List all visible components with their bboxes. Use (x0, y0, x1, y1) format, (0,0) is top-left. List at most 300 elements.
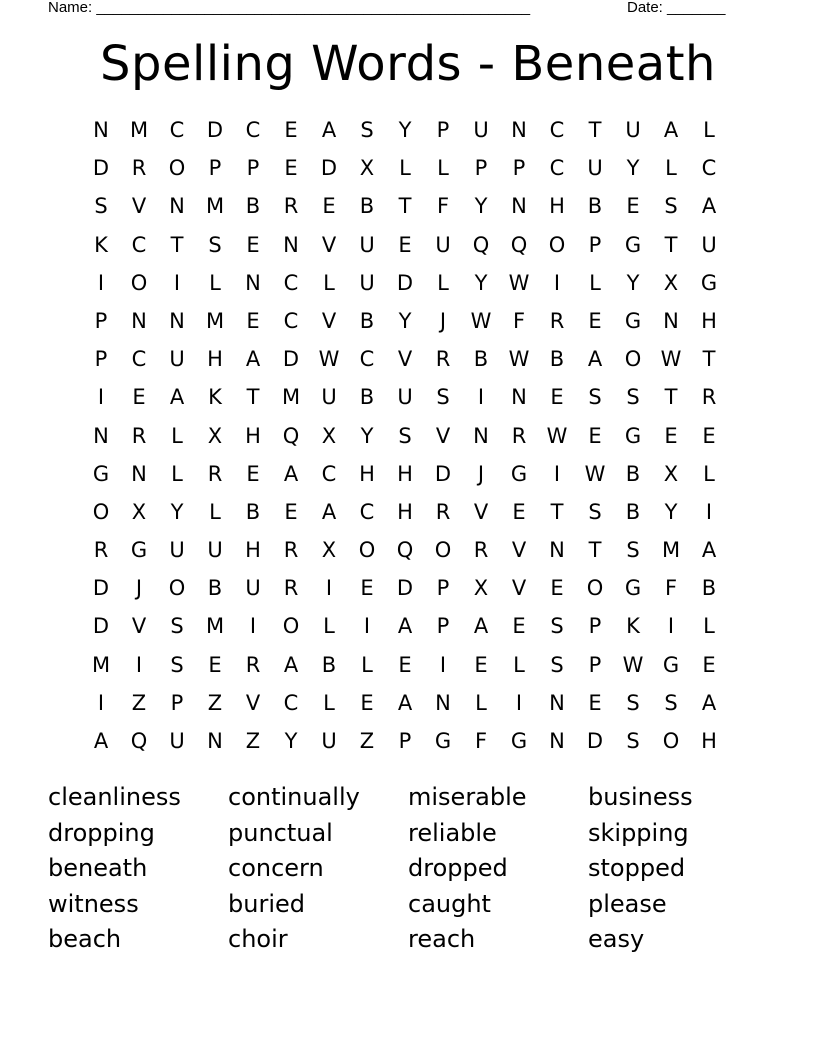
grid-letter: Y (398, 118, 412, 142)
grid-letter: P (436, 614, 450, 639)
grid-letter: V (131, 194, 147, 219)
grid-letter: E (512, 499, 526, 524)
word-list-item: beach (48, 925, 122, 954)
grid-letter: E (246, 232, 260, 257)
grid-letter: T (588, 538, 602, 563)
grid-letter: G (624, 423, 642, 448)
grid-letter: V (131, 614, 147, 639)
grid-letter: D (92, 614, 110, 639)
grid-letter: X (663, 270, 679, 295)
grid-letter: A (169, 385, 185, 410)
grid-letter: N (435, 690, 451, 715)
grid-letter: C (283, 308, 299, 333)
grid-letter: V (511, 576, 527, 601)
grid-letter: Q (396, 538, 414, 563)
grid-letter: D (320, 156, 338, 181)
grid-letter: G (510, 461, 528, 486)
grid-letter: L (437, 156, 449, 181)
grid-letter: U (587, 156, 603, 181)
grid-letter: U (207, 538, 223, 563)
grid-letter: Z (131, 690, 147, 715)
grid-letter: P (588, 614, 602, 639)
grid-letter: L (703, 614, 715, 639)
grid-letter: E (246, 461, 260, 486)
grid-letter: O (662, 729, 680, 753)
grid-letter: P (208, 156, 222, 181)
grid-letter: C (169, 118, 185, 142)
grid-letter: P (512, 156, 526, 181)
grid-letter: E (360, 576, 374, 601)
grid-letter: Y (474, 194, 488, 219)
grid-letter: Y (474, 270, 488, 295)
grid-letter: I (553, 270, 561, 295)
grid-letter: O (130, 270, 148, 295)
grid-letter: D (92, 576, 110, 601)
grid-letter: L (665, 156, 677, 181)
grid-letter: H (397, 461, 413, 486)
grid-letter: N (511, 194, 527, 219)
grid-letter: R (207, 461, 223, 486)
grid-letter: R (93, 538, 109, 563)
grid-letter: R (283, 538, 299, 563)
grid-letter: V (435, 423, 451, 448)
grid-letter: G (92, 461, 110, 486)
grid-letter: W (546, 423, 568, 448)
grid-letter: Y (360, 423, 374, 448)
grid-letter: L (437, 270, 449, 295)
grid-letter: G (662, 652, 680, 677)
grid-letter: S (664, 690, 678, 715)
grid-letter: K (208, 385, 222, 410)
grid-letter: L (399, 156, 411, 181)
grid-letter: C (549, 118, 565, 142)
grid-letter: I (173, 270, 181, 295)
word-list-item: stopped (588, 854, 686, 883)
grid-letter: A (587, 347, 603, 372)
grid-letter: B (587, 194, 603, 219)
grid-letter: H (245, 423, 261, 448)
grid-letter: P (246, 156, 260, 181)
word-list-item: beneath (48, 854, 148, 883)
grid-letter: I (667, 614, 675, 639)
grid-letter: L (513, 652, 525, 677)
word-list-item: cleanliness (48, 783, 181, 811)
grid-letter: U (359, 270, 375, 295)
grid-letter: N (245, 270, 261, 295)
grid-letter: B (625, 461, 641, 486)
grid-letter: W (622, 652, 644, 677)
grid-letter: V (321, 308, 337, 333)
grid-letter: P (436, 118, 450, 142)
grid-letter: U (397, 385, 413, 410)
grid-letter: C (131, 232, 147, 257)
grid-letter: A (701, 690, 717, 715)
grid-letter: U (625, 118, 641, 142)
grid-letter: F (474, 729, 488, 753)
grid-letter: N (283, 232, 299, 257)
grid-letter: A (321, 499, 337, 524)
grid-letter: B (321, 652, 337, 677)
grid-letter: M (281, 385, 301, 410)
grid-letter: P (588, 652, 602, 677)
grid-letter: E (132, 385, 146, 410)
grid-letter: E (398, 232, 412, 257)
grid-letter: U (321, 729, 337, 753)
grid-letter: E (702, 423, 716, 448)
grid-letter: L (171, 461, 183, 486)
grid-letter: J (477, 461, 485, 486)
grid-letter: E (398, 652, 412, 677)
grid-letter: P (398, 729, 412, 753)
grid-letter: M (205, 614, 225, 639)
grid-letter: T (550, 499, 564, 524)
grid-letter: H (397, 499, 413, 524)
grid-letter: S (664, 194, 678, 219)
grid-letter: B (245, 194, 261, 219)
grid-letter: H (207, 347, 223, 372)
grid-letter: P (94, 347, 108, 372)
grid-letter: H (701, 308, 717, 333)
grid-letter: P (436, 576, 450, 601)
grid-letter: B (473, 347, 489, 372)
date-field: Date: _______ (627, 0, 726, 16)
grid-letter: U (473, 118, 489, 142)
grid-letter: U (701, 232, 717, 257)
grid-letter: N (207, 729, 223, 753)
word-list-item: skipping (588, 818, 689, 847)
grid-letter: A (397, 614, 413, 639)
grid-letter: V (245, 690, 261, 715)
grid-letter: O (586, 576, 604, 601)
grid-letter: R (435, 499, 451, 524)
grid-letter: D (92, 156, 110, 181)
grid-letter: Y (398, 308, 412, 333)
grid-letter: N (473, 423, 489, 448)
grid-letter: E (474, 652, 488, 677)
grid-letter: E (664, 423, 678, 448)
grid-letter: F (512, 308, 526, 333)
grid-letter: N (93, 118, 109, 142)
grid-letter: G (510, 729, 528, 753)
grid-letter: L (589, 270, 601, 295)
grid-letter: E (588, 690, 602, 715)
grid-letter: R (701, 385, 717, 410)
grid-letter: L (209, 499, 221, 524)
grid-letter: C (245, 118, 261, 142)
grid-letter: W (584, 461, 606, 486)
grid-letter: L (323, 270, 335, 295)
word-list-item: please (588, 889, 667, 918)
grid-letter: Z (207, 690, 223, 715)
grid-letter: Z (245, 729, 261, 753)
grid-letter: M (91, 652, 111, 677)
grid-letter: L (323, 690, 335, 715)
grid-letter: B (625, 499, 641, 524)
grid-letter: I (325, 576, 333, 601)
grid-letter: I (439, 652, 447, 677)
word-list-item: concern (228, 854, 324, 883)
grid-letter: A (321, 118, 337, 142)
grid-letter: E (512, 614, 526, 639)
grid-letter: G (130, 538, 148, 563)
grid-letter: A (663, 118, 679, 142)
grid-letter: N (549, 729, 565, 753)
grid-letter: X (321, 423, 337, 448)
word-list-item: reliable (408, 818, 497, 847)
grid-letter: G (700, 270, 718, 295)
grid-letter: D (282, 347, 300, 372)
grid-letter: S (550, 652, 564, 677)
word-list-item: reach (408, 925, 476, 954)
word-list-item: miserable (408, 783, 527, 811)
grid-letter: H (701, 729, 717, 753)
word-list-item: choir (228, 925, 288, 954)
grid-letter: S (208, 232, 222, 257)
grid-letter: L (323, 614, 335, 639)
grid-letter: O (92, 499, 110, 524)
grid-letter: A (93, 729, 109, 753)
grid-letter: Z (359, 729, 375, 753)
grid-letter: N (93, 423, 109, 448)
grid-letter: O (624, 347, 642, 372)
word-list-item: dropped (408, 854, 508, 883)
grid-letter: E (208, 652, 222, 677)
grid-letter: P (474, 156, 488, 181)
grid-letter: Q (472, 232, 490, 257)
grid-letter: F (436, 194, 450, 219)
grid-letter: N (131, 308, 147, 333)
grid-letter: N (131, 461, 147, 486)
grid-letter: A (397, 690, 413, 715)
grid-letter: T (398, 194, 412, 219)
grid-letter: S (360, 118, 374, 142)
grid-letter: J (439, 308, 447, 333)
grid-letter: C (701, 156, 717, 181)
grid-letter: I (249, 614, 257, 639)
grid-letter: X (131, 499, 147, 524)
grid-letter: C (283, 270, 299, 295)
grid-letter: D (396, 576, 414, 601)
grid-letter: L (703, 461, 715, 486)
grid-letter: Y (626, 270, 640, 295)
grid-letter: Q (282, 423, 300, 448)
grid-letter: L (209, 270, 221, 295)
grid-letter: D (206, 118, 224, 142)
grid-letter: R (511, 423, 527, 448)
grid-letter: R (473, 538, 489, 563)
word-list (48, 780, 768, 958)
grid-letter: C (321, 461, 337, 486)
grid-letter: L (475, 690, 487, 715)
grid-letter: A (245, 347, 261, 372)
grid-letter: G (624, 576, 642, 601)
grid-letter: H (359, 461, 375, 486)
grid-letter: Q (510, 232, 528, 257)
grid-letter: R (283, 194, 299, 219)
grid-letter: S (626, 385, 640, 410)
grid-letter: M (661, 538, 681, 563)
grid-letter: I (97, 690, 105, 715)
grid-letter: I (363, 614, 371, 639)
grid-letter: X (359, 156, 375, 181)
grid-letter: G (624, 308, 642, 333)
grid-letter: E (550, 576, 564, 601)
grid-letter: I (515, 690, 523, 715)
grid-letter: E (284, 156, 298, 181)
grid-letter: O (168, 156, 186, 181)
grid-letter: N (169, 194, 185, 219)
grid-letter: O (282, 614, 300, 639)
word-list-item: witness (48, 889, 139, 918)
grid-letter: N (169, 308, 185, 333)
grid-letter: M (205, 308, 225, 333)
grid-letter: C (359, 347, 375, 372)
grid-letter: S (170, 652, 184, 677)
grid-letter: C (359, 499, 375, 524)
grid-letter: Y (170, 499, 184, 524)
grid-letter: E (626, 194, 640, 219)
grid-letter: J (135, 576, 143, 601)
grid-letter: U (321, 385, 337, 410)
header (48, 0, 740, 18)
grid-letter: B (359, 308, 375, 333)
grid-letter: W (508, 347, 530, 372)
grid-letter: S (588, 499, 602, 524)
grid-letter: E (360, 690, 374, 715)
grid-letter: V (397, 347, 413, 372)
grid-letter: K (94, 232, 108, 257)
grid-letter: P (170, 690, 184, 715)
grid-letter: P (94, 308, 108, 333)
grid-letter: U (245, 576, 261, 601)
grid-letter: B (549, 347, 565, 372)
grid-letter: T (588, 118, 602, 142)
word-list-item: dropping (48, 818, 155, 847)
grid-letter: I (97, 385, 105, 410)
grid-letter: T (246, 385, 260, 410)
grid-letter: M (205, 194, 225, 219)
grid-letter: C (131, 347, 147, 372)
grid-letter: E (322, 194, 336, 219)
grid-letter: E (246, 308, 260, 333)
grid-letter: O (358, 538, 376, 563)
grid-letter: U (435, 232, 451, 257)
grid-letter: B (207, 576, 223, 601)
grid-letter: M (129, 118, 149, 142)
grid-letter: L (171, 423, 183, 448)
grid-letter: N (511, 385, 527, 410)
word-search-grid (82, 111, 728, 760)
grid-letter: W (318, 347, 340, 372)
grid-letter: W (470, 308, 492, 333)
grid-letter: C (283, 690, 299, 715)
grid-letter: X (207, 423, 223, 448)
grid-letter: R (435, 347, 451, 372)
grid-letter: I (97, 270, 105, 295)
grid-letter: B (245, 499, 261, 524)
grid-letter: G (624, 232, 642, 257)
grid-letter: E (588, 308, 602, 333)
grid-letter: L (703, 118, 715, 142)
grid-letter: H (245, 538, 261, 563)
grid-letter: I (135, 652, 143, 677)
grid-letter: E (550, 385, 564, 410)
grid-letter: I (553, 461, 561, 486)
grid-letter: G (434, 729, 452, 753)
grid-letter: X (473, 576, 489, 601)
grid-letter: U (169, 347, 185, 372)
grid-letter: T (170, 232, 184, 257)
word-list-item: buried (228, 889, 305, 918)
grid-letter: S (170, 614, 184, 639)
grid-letter: Y (626, 156, 640, 181)
page-title: Spelling Words - Beneath (100, 36, 716, 92)
grid-letter: S (588, 385, 602, 410)
grid-letter: Q (130, 729, 148, 753)
grid-letter: N (549, 690, 565, 715)
grid-letter: T (664, 385, 678, 410)
grid-letter: E (702, 652, 716, 677)
grid-letter: V (511, 538, 527, 563)
grid-letter: K (626, 614, 640, 639)
grid-letter: X (321, 538, 337, 563)
grid-letter: S (94, 194, 108, 219)
grid-letter: L (361, 652, 373, 677)
grid-letter: O (548, 232, 566, 257)
word-list-item: easy (588, 925, 645, 954)
grid-letter: T (702, 347, 716, 372)
grid-letter: N (663, 308, 679, 333)
grid-letter: X (663, 461, 679, 486)
grid-letter: I (477, 385, 485, 410)
grid-letter: S (626, 690, 640, 715)
grid-letter: B (701, 576, 717, 601)
grid-letter: H (549, 194, 565, 219)
grid-letter: S (398, 423, 412, 448)
word-list-item: caught (408, 889, 491, 918)
grid-letter: S (436, 385, 450, 410)
grid-letter: S (626, 538, 640, 563)
grid-letter: B (359, 194, 375, 219)
grid-letter: R (245, 652, 261, 677)
grid-letter: A (283, 652, 299, 677)
grid-letter: A (701, 538, 717, 563)
grid-letter: S (550, 614, 564, 639)
grid-letter: V (473, 499, 489, 524)
grid-letter: R (283, 576, 299, 601)
word-list-item: business (588, 783, 693, 811)
grid-letter: R (549, 308, 565, 333)
grid-letter: S (626, 729, 640, 753)
grid-letter: D (586, 729, 604, 753)
grid-letter: N (511, 118, 527, 142)
grid-letter: O (434, 538, 452, 563)
grid-letter: U (359, 232, 375, 257)
grid-letter: V (321, 232, 337, 257)
grid-letter: A (283, 461, 299, 486)
word-list-item: punctual (228, 818, 333, 847)
grid-letter: B (359, 385, 375, 410)
grid-letter: D (396, 270, 414, 295)
grid-letter: Y (284, 729, 298, 753)
grid-letter: I (705, 499, 713, 524)
name-field: Name: ____________________________________________________ (48, 0, 531, 16)
grid-letter: R (131, 156, 147, 181)
grid-letter: F (664, 576, 678, 601)
grid-letter: A (701, 194, 717, 219)
grid-letter: E (284, 118, 298, 142)
grid-letter: O (168, 576, 186, 601)
